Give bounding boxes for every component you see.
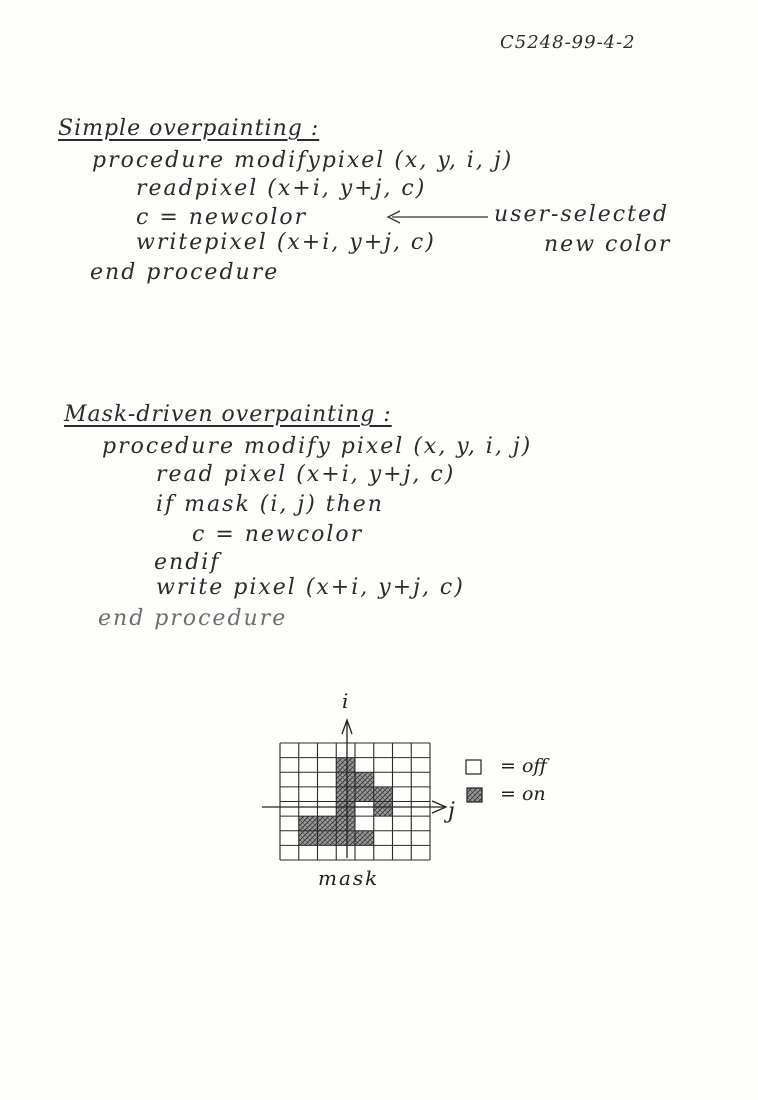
- mask-on-cell: [355, 772, 374, 787]
- mask-line-4: c = newcolor: [192, 522, 364, 547]
- mask-on-cell: [355, 831, 374, 846]
- simple-line-3: c = newcolor: [136, 205, 308, 230]
- legend-on-swatch: [467, 788, 482, 802]
- legend-off-label: = off: [500, 755, 547, 777]
- mask-line-2: read pixel (x+i, y+j, c): [156, 462, 456, 487]
- mask-line-5: endif: [154, 550, 221, 575]
- mask-on-cell: [336, 787, 355, 802]
- mask-on-cell: [318, 831, 337, 846]
- mask-driven-title: Mask-driven overpainting :: [64, 402, 392, 427]
- simple-line-1: procedure modifypixel (x, y, i, j): [92, 148, 514, 173]
- mask-on-cell: [374, 802, 393, 817]
- mask-on-cell: [336, 831, 355, 846]
- mask-on-cell: [299, 831, 318, 846]
- mask-on-cell: [336, 816, 355, 831]
- annotation-new-color: new color: [544, 232, 672, 257]
- mask-on-cell: [336, 802, 355, 817]
- mask-on-cell: [355, 787, 374, 802]
- document-id: C5248-99-4-2: [500, 32, 636, 53]
- mask-on-cell: [374, 787, 393, 802]
- j-axis-label: j: [448, 799, 455, 824]
- mask-line-6: write pixel (x+i, y+j, c): [156, 575, 465, 600]
- simple-overpainting-title: Simple overpainting :: [58, 116, 320, 141]
- legend-off-swatch: [466, 760, 481, 774]
- mask-on-cell: [299, 816, 318, 831]
- simple-line-5: end procedure: [90, 260, 280, 285]
- mask-line-3: if mask (i, j) then: [156, 492, 384, 517]
- mask-on-cell: [318, 816, 337, 831]
- annotation-user-selected: user-selected: [494, 202, 670, 227]
- simple-line-2: readpixel (x+i, y+j, c): [136, 176, 427, 201]
- simple-line-4: writepixel (x+i, y+j, c): [136, 230, 436, 255]
- i-axis-label: i: [342, 689, 349, 713]
- mask-on-cell: [336, 758, 355, 773]
- mask-line-7: end procedure: [98, 606, 288, 631]
- mask-line-1: procedure modify pixel (x, y, i, j): [102, 434, 533, 459]
- mask-caption: mask: [318, 866, 380, 890]
- legend-on-label: = on: [500, 783, 546, 805]
- mask-on-cell: [336, 772, 355, 787]
